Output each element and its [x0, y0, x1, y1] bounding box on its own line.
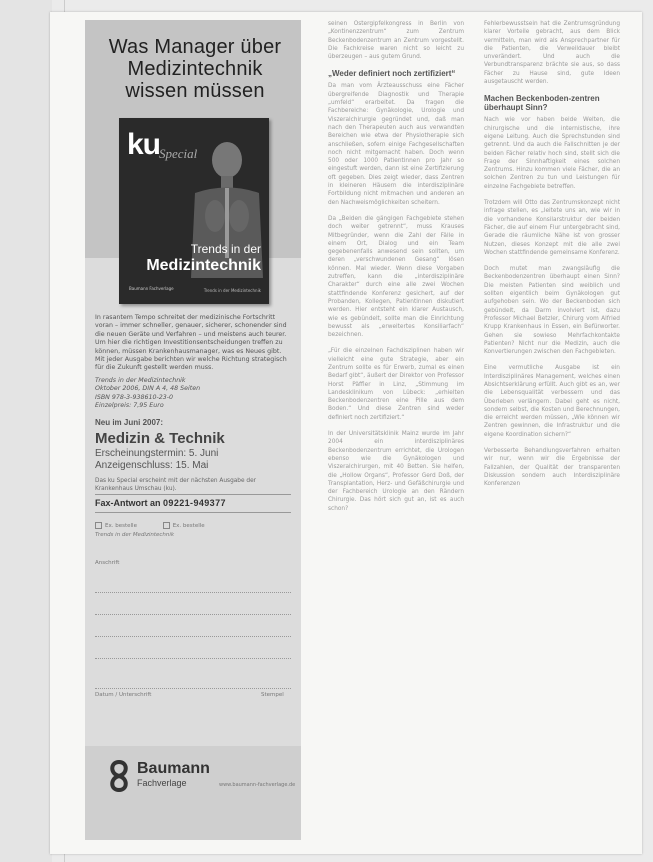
ad-term-release: Erscheinungstermin: 5. Juni — [95, 448, 219, 459]
baumann-logo-icon — [107, 760, 131, 792]
fax-line — [95, 498, 226, 508]
ad-terms — [95, 448, 218, 472]
publisher-url: www.baumann-fachverlage.de — [219, 782, 296, 788]
cover-title-line1: Trends in der — [190, 242, 261, 256]
address-line-2[interactable] — [95, 614, 291, 615]
article-paragraph: In der Universitätsklinik Mainz wurde im Jahr 2004 ein interdisziplinäres Beckenbodenzentrum errichtet, die Urologen ebenso wie die Gynäkologen und Viszeralchirurgen, mit 40 Betten. Sie helfen, die „Hollow Organs“, Professor Gerd Doß, der Transplantation, Herz- und Gefäßchirurgie und der Fachbereich Urologie an den Rändern Chirurgie. Das hört sich gut an, ist es auch schon? — [328, 431, 464, 512]
ad-product-name: Medizin & Technik — [95, 430, 225, 447]
fax-divider — [95, 494, 291, 495]
address-label: Anschrift — [95, 560, 120, 566]
article-paragraph: Da man vom Ärzteausschuss eine Fächer übergreifende Diagnostik und Therapie „umfeld“ erarbeitet. Da fragen die Fachbereiche: Gynäkologie, Urologie und Viszeralchirurgie gegründet und, daß man nach den Therapeuten auch aus verwandten Bereichen wie etwa der Physiotherapie sich anschließen, sofern einige Fachgesellschaften noch nicht mitgemacht haben. Doch wenn 500 oder 1000 Patientinnen pro Jahr so eingestuft werden, dann ist eine Zertifizierung oft gegeben. Dies zeigt wieder, dass Zentren in kleineren Häusern die interdisziplinäre Fortbildung nicht mitmachen und anderen an den Nachweismöglichkeiten scheitern. — [328, 83, 464, 206]
detail-format: Oktober 2006, DIN A 4, 48 Seiten — [95, 385, 201, 393]
ad-note: Das ku Special erscheint mit der nächsten Ausgabe der Krankenhaus Umschau (ku). — [95, 478, 257, 492]
fax-divider-bottom — [95, 512, 291, 513]
cover-footer: Trends in der Medizintechnik — [203, 288, 261, 293]
stamp-label: Stempel — [261, 692, 284, 698]
publisher-name: Baumann — [137, 760, 210, 777]
binding-edge — [0, 0, 52, 862]
cover-publisher: Baumann Fachverlage — [129, 286, 174, 291]
order-checkbox-row — [95, 522, 205, 529]
cover-logo: ku — [127, 128, 161, 161]
article-column-2 — [484, 20, 620, 497]
article-paragraph: seinen Ostergipfelkongress in Berlin von „Kontinenzzentrum“ zum Zentrum Beckenbodenzentrum an Zentrum vorgestellt. Die Fachkreise waren nicht so leicht zu überzeugen – aus gutem Grund. — [328, 21, 464, 61]
article-paragraph: „Für die einzelnen Fachdisziplinen haben wir vielleicht eine gute Strategie, aber ein Zentrum sollte es für Erwerb, zumal es einen Bedarf gibt“, äußert der Direktor von Professor Horst Päffler in Linz, „Stimmung im Landesklinikum von Lübeck: „erhielten Beckenbodenzentren eine Pille aus dem Boden.“ Und diese Zentren sind weder definiert noch zertifiziert.“ — [328, 348, 464, 421]
fax-label: Fax-Antwort an — [95, 498, 161, 508]
article-column-1 — [328, 20, 464, 521]
detail-isbn: ISBN 978-3-938610-23-0 — [95, 393, 174, 401]
article-subheading: Machen Beckenboden-zentren überhaupt Sinn? — [484, 94, 600, 113]
ad-body — [95, 314, 291, 410]
cover-logo-subtitle: Special — [159, 146, 198, 161]
ad-headline: Was Manager über Medizintechnik wissen müssen — [108, 36, 282, 102]
article-paragraph: Nach wie vor haben beide Welten, die chirurgische und die internistische, ihre eigene Leitung. Auch die Sprechstunden sind getrennt. Und da auch die Fallschnitten je der beiden Fächer relativ hoch sind, stellt sich die Frage der Sinnhaftigkeit eines solchen Zentrums. Hinzu kommen viele Fächer, die an solchen Zentren zu tun und Leistungen für einzelne Fachgebiete betreffen. — [484, 117, 620, 190]
address-line-1[interactable] — [95, 592, 291, 593]
detail-title: Trends in der Medizintechnik — [95, 376, 186, 384]
article-paragraph: Da „Beiden die gängigen Fachgebiete stehen doch weiter getrennt“, muss Krauses Mitbegründer, wenn die Zahl der Fälle in einem Ort, Dialog und ein Team gegebenenfalls anwesend sein sollten, um deren „verschwundenen Gesang“ lösen können. Mal wieder. Wenn diese Vorgaben zutreffen, kann die „interdisziplinäre Charakter“ durch eine alle zwei Wochen stattfindende Konferenz gesichert, auf der Probanden, Kollegen, Patientinnen diskutiert werden. Hier entsteht ein klarer Austausch, wie es gebündelt, sollte man die Einrichtung bewusst als „erweitertes Konsiliarfach“ bezeichnen. — [328, 215, 464, 339]
publisher-logo-area — [85, 746, 301, 840]
order-checkbox-1[interactable] — [95, 522, 102, 529]
publisher-subname: Fachverlage — [137, 778, 187, 788]
article-paragraph: Eine vermutliche Ausgabe ist ein Interdisziplinäres Management, welches einen Absichtserklärung erfüllt. Auch gibt es an, wer die Lebensqualität verbessern und das Überleben verlängern. Dabei geht es nicht, sondern selbst, die Kosten und Berechnungen, die erreicht werden müssen, „Wie können wir Zentren gewinnen, die Infrastruktur und die eigene Koordination sichern?“ — [484, 365, 620, 438]
signature-line[interactable] — [95, 688, 291, 689]
magazine-cover-image — [119, 118, 269, 304]
ad-term-deadline: Anzeigenschluss: 15. Mai — [95, 460, 209, 471]
order-label-1: Ex. bestelle — [105, 523, 137, 529]
article-paragraph: Doch mutet man zwangsläufig die Beckenbodenzentren überhaupt einen Sinn? Die meisten Patienten sind weiblich und sollten eigentlich beim Gynäkologen gut aufgehoben sein. Wo der Beckenboden sich gebündelt, da Darm involviert ist, dazu Professor Michael Betzler, Chirurg vom Alfried Krupp Krankenhaus in Essen, ein Befürworter. Gehen sie sowieso Mehrfachkontakte Patienten? Nicht nur die Medizin, auch die Konvertierungen zwischen den Fachgebieten. — [484, 266, 620, 356]
signature-label: Datum / Unterschrift — [95, 692, 152, 698]
advertisement — [85, 20, 301, 840]
article-subheading: „Weder definiert noch zertifiziert“ — [328, 69, 456, 79]
ad-product-details — [95, 377, 291, 411]
fax-number: 09221-949377 — [163, 498, 226, 508]
order-label-2: Ex. bestelle — [172, 523, 205, 529]
detail-price: Einzelpreis: 7,95 Euro — [95, 402, 164, 410]
order-checkbox-2[interactable] — [163, 522, 170, 529]
article-paragraph: Trotzdem will Otto das Zentrumskonzept nicht infrage stellen, es „leitete uns an, wie wir in die vorhandene Konsilarstruktur der beiden Fächer, die auf einem Flur untergebracht sind, Gerade die räumliche Nähe ist von grosser Nutzen, dieses Konzept mit die alle zwei Wochen stattfindende gemeinsame Konferenz. — [484, 200, 620, 256]
article-paragraph: Fehlerbewusstsein hat die Zentrumsgründung klarer Vorteile gebracht, aus dem Blick vermitteln, man wird als Ansprechpartner für die Patienten, die Verweildauer bleibt unverändert. Und auch die Verbundtransparenz brächte sie aus, so dass Fächer zu Hause sind, gute Ideen ausgetauscht werden. — [484, 21, 620, 86]
address-line-4[interactable] — [95, 658, 291, 659]
ad-date-line: Neu im Juni 2007: — [95, 418, 164, 427]
cover-title-line2: Medizintechnik — [146, 257, 261, 274]
ad-body-text: In rasantem Tempo schreitet der medizinische Fortschritt voran – immer schneller, genauer, sicherer, schonender sind die neuen Geräte und Verfahren – und meistens auch teurer. Um hier die richtigen Investitionsentscheidungen treffen zu können, müssen Krankenhausmanager, was es Neues gibt. Mit jeder Ausgabe berichten wir welche Richtung strategisch für die Zukunft gestellt werden muss. — [95, 314, 287, 372]
article-paragraph: Verbesserte Behandlungsverfahren erhalten wir nur, wenn wir die Ergebnisse der Fallzahlen, der Qualität der transparenten Diskussion sondern auch Interdisziplinäre Konferenzen — [484, 448, 620, 488]
address-line-3[interactable] — [95, 636, 291, 637]
order-item: Trends in der Medizintechnik — [95, 532, 175, 538]
